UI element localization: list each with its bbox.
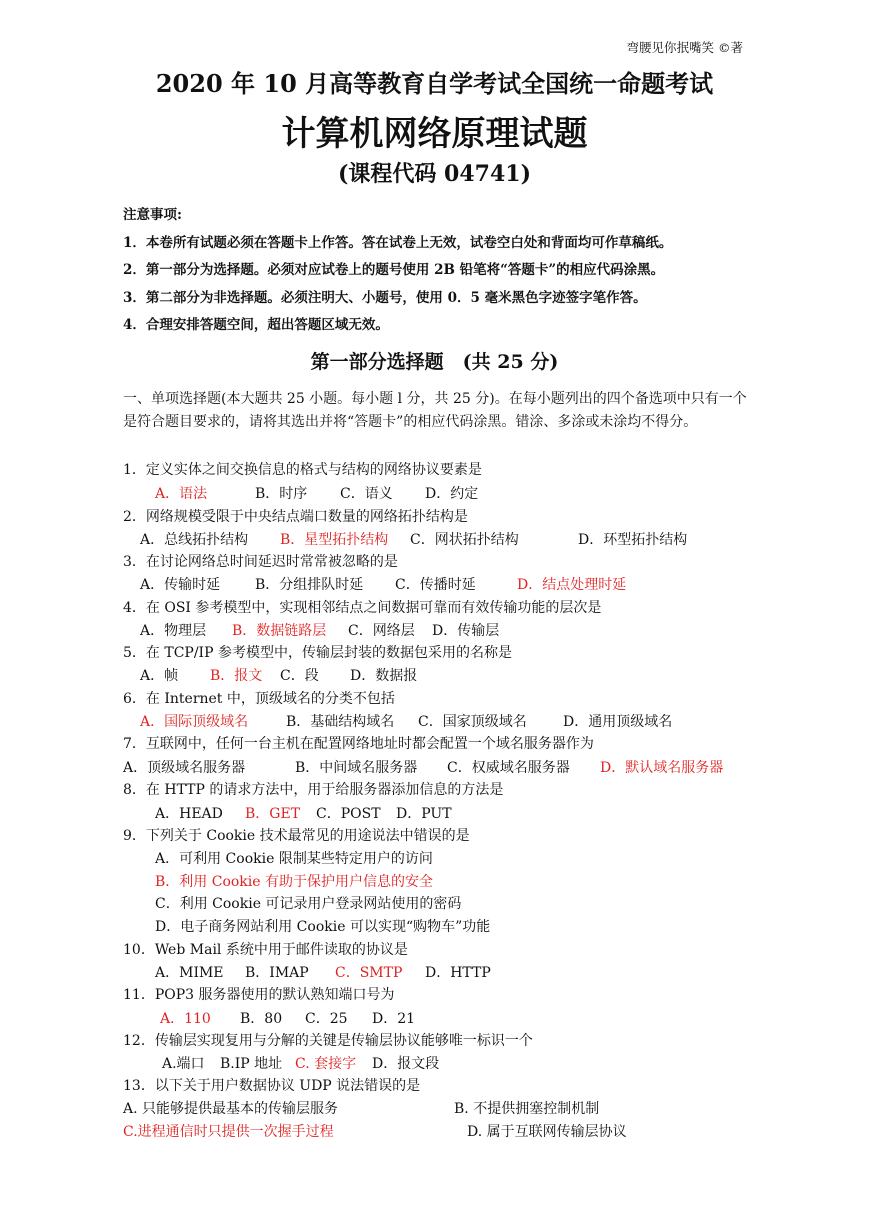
option-d: D．默认域名服务器 — [600, 760, 724, 776]
section-title: 第一部分选择题 (共 25 分) — [310, 351, 559, 373]
option-c: C．权威域名服务器 — [447, 760, 570, 776]
question-stem: 7．互联网中，任何一台主机在配置网络地址时都会配置一个域名服务器作为 — [123, 736, 594, 752]
exam-title: 2020 年 10 月高等教育自学考试全国统一命题考试 — [155, 69, 714, 98]
question-stem: 2．网络规模受限于中央结点端口数量的网络拓扑结构是 — [123, 509, 468, 525]
option-d: D．传输层 — [432, 623, 500, 639]
question-stem: 11．POP3 服务器使用的默认熟知端口号为 — [123, 987, 395, 1003]
option-a: A. 只能够提供最基本的传输层服务 — [123, 1101, 339, 1117]
option-d: D．通用顶级域名 — [563, 714, 673, 730]
option-c: C. 套接字 — [295, 1056, 357, 1072]
question-stem: 10．Web Mail 系统中用于邮件读取的协议是 — [123, 942, 408, 958]
option-a: A．HEAD — [155, 806, 223, 822]
question-stem: 1．定义实体之间交换信息的格式与结构的网络协议要素是 — [123, 462, 482, 478]
note-item: 2．第一部分为选择题。必须对应试卷上的题号使用 2B 铅笔将“答题卡”的相应代码涂黑。 — [123, 262, 665, 278]
option-c: C.进程通信时只提供一次握手过程 — [123, 1124, 334, 1140]
option-a: A．语法 — [155, 486, 208, 502]
option-c: C．利用 Cookie 可记录用户登录网站使用的密码 — [155, 896, 462, 912]
note-item: 3．第二部分为非选择题。必须注明大、小题号，使用 0．5 毫米黑色字迹签字笔作答。 — [123, 289, 647, 306]
option-a: A．总线拓扑结构 — [140, 532, 249, 548]
option-a: A．国际顶级域名 — [140, 714, 249, 730]
paper-title: 计算机网络原理试题 — [281, 114, 588, 154]
option-b: B．IMAP — [245, 965, 309, 981]
question-stem: 4．在 OSI 参考模型中，实现相邻结点之间数据可靠而有效传输功能的层次是 — [123, 600, 602, 616]
option-d: D．报文段 — [372, 1056, 440, 1072]
notes-section — [123, 202, 672, 340]
option-b: B．80 — [240, 1011, 283, 1027]
option-b: B．基础结构域名 — [286, 714, 395, 730]
option-d: D．电子商务网站利用 Cookie 可以实现“购物车”功能 — [155, 919, 491, 935]
question-stem: 5．在 TCP/IP 参考模型中，传输层封装的数据包采用的名称是 — [123, 645, 512, 661]
option-c: C．段 — [280, 668, 319, 684]
option-c: C．传播时延 — [395, 577, 476, 593]
option-b: B．中间域名服务器 — [295, 760, 418, 776]
option-d: D．HTTP — [425, 965, 491, 981]
option-a: A．MIME — [155, 965, 224, 981]
option-d: D．环型拓扑结构 — [578, 532, 688, 548]
question-stem: 13．以下关于用户数据协议 UDP 说法错误的是 — [123, 1078, 421, 1094]
note-item: 4．合理安排答题空间，超出答题区域无效。 — [123, 317, 389, 333]
option-d: D．21 — [372, 1011, 416, 1027]
option-a: A．顶级域名服务器 — [123, 760, 246, 776]
section-intro: 一、单项选择题(本大题共 25 小题。每小题 l 分，共 25 分)。在每小题列出的四个备选项中只有一个是符合题目要求的，请将其选出并将“答题卡”的相应代码涂黑。错涂、多涂或未涂均不得分。 — [123, 391, 747, 430]
option-a: A.端口 — [162, 1056, 205, 1072]
option-a: A．物理层 — [140, 623, 207, 639]
option-c: C．25 — [305, 1011, 348, 1027]
question-stem: 8．在 HTTP 的请求方法中，用于给服务器添加信息的方法是 — [123, 782, 504, 798]
option-b: B．报文 — [210, 668, 263, 684]
option-b: B．GET — [245, 806, 301, 822]
option-d: D．结点处理时延 — [517, 577, 627, 593]
option-b: B. 不提供拥塞控制机制 — [454, 1101, 600, 1117]
option-b: B.IP 地址 — [220, 1056, 283, 1072]
option-b: B．数据链路层 — [232, 623, 327, 639]
course-code: (课程代码 04741) — [337, 161, 532, 187]
option-d: D．PUT — [396, 806, 452, 822]
option-b: B．分组排队时延 — [255, 577, 364, 593]
option-c: C．网状拓扑结构 — [410, 532, 519, 548]
question-stem: 3．在讨论网络总时间延迟时常常被忽略的是 — [123, 554, 398, 570]
option-d: D. 属于互联网传输层协议 — [467, 1124, 627, 1140]
option-b: B．利用 Cookie 有助于保护用户信息的安全 — [155, 874, 434, 890]
option-a: A．帧 — [140, 668, 179, 684]
note-item: 1．本卷所有试题必须在答题卡上作答。答在试卷上无效，试卷空白处和背面均可作草稿纸。 — [123, 234, 673, 251]
option-b: B．时序 — [255, 486, 308, 502]
question-stem: 9．下列关于 Cookie 技术最常见的用途说法中错误的是 — [123, 828, 470, 844]
option-c: C．网络层 — [348, 623, 415, 639]
option-d: D．约定 — [425, 486, 479, 502]
notes-heading: 注意事项: — [123, 207, 182, 223]
author-credit: 弯腰见你抿嘴笑 ©著 — [626, 40, 743, 55]
option-d: D．数据报 — [350, 668, 418, 684]
option-a: A．可利用 Cookie 限制某些特定用户的访问 — [155, 851, 433, 867]
option-b: B．星型拓扑结构 — [280, 532, 389, 548]
option-c: C．SMTP — [335, 965, 403, 981]
question-stem: 6．在 Internet 中，顶级域名的分类不包括 — [123, 691, 395, 707]
option-c: C．语义 — [340, 486, 393, 502]
question-stem: 12．传输层实现复用与分解的关键是传输层协议能够唯一标识一个 — [123, 1033, 533, 1049]
option-c: C．POST — [316, 806, 381, 822]
option-c: C．国家顶级域名 — [418, 714, 527, 730]
option-a: A．传输时延 — [140, 577, 221, 593]
option-a: A．110 — [160, 1011, 211, 1027]
